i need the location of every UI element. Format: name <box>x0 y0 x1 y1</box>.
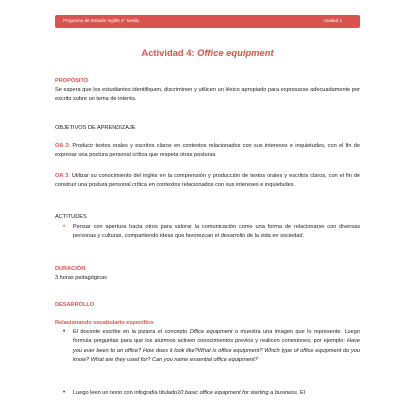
proposito-text: Se espera que los estudiantes identifiquen, discriminen y utilicen un léxico apropiado para expresarse adecuadamente por escrito sobre un tema de interés. <box>55 87 360 103</box>
bullet-icon: • <box>63 329 66 335</box>
activity-title <box>55 47 360 58</box>
actitudes-heading: ACTITUDES <box>55 214 87 220</box>
proposito-heading: PROPÓSITO <box>55 78 89 84</box>
activity-name: Office equipment <box>197 47 274 58</box>
duracion-text: 3 horas pedagógicas <box>55 275 107 281</box>
actitudes-text: Pensar con apertura hacia otros para valorar la comunicación como una forma de relacionarse con diversas personas y culturas, compartiendo ideas que favorezcan el desarrollo de la vida en sociedad. <box>73 224 360 240</box>
desarrollo-item-2-text: Luego leen un texto con infografía titulado10 basic office equipment for starting a business. El <box>73 390 305 396</box>
desarrollo-heading: DESARROLLO <box>55 302 95 308</box>
desarrollo-item-1-text: El docente escribe en la pizarra el concepto Office equipment o muestra una imagen que lo represente. Luego formula preguntas para que los alumnos activen conocimientos previos y realicen conexiones; por ejemplo: Have you ever been to an office? How does it look like?What is office equipment? Which type of office equipment do you know? What are they used for? Can you name essential office equipment? <box>73 329 361 363</box>
activity-prefix: Actividad 4: <box>141 47 195 58</box>
bullet-icon: • <box>63 224 66 230</box>
oa3-code: OA 3 <box>55 173 69 179</box>
oa3-text: : Utilizar su conocimiento del inglés en la comprensión y producción de textos orales y escritos claros, con el fin de construir una postura personal crítica en contextos relacionados con sus intereses e inquietudes. <box>55 173 360 189</box>
unit-label: Unidad 1 <box>323 18 342 23</box>
program-label: Programa de Estudio Inglés 4° Medio <box>63 18 140 23</box>
oa2-paragraph <box>55 142 360 161</box>
objetivos-heading: OBJETIVOS DE APRENDIZAJE <box>55 125 136 131</box>
desarrollo-subheading: Relacionando vocabulario específico <box>55 320 154 326</box>
oa2-text: : Producir textos orales y escritos claros en contextos relacionados con sus intereses e inquietudes, con el fin de expresar una postura personal crítica que respeta otras posturas <box>55 143 360 159</box>
header-bar <box>55 15 360 28</box>
bullet-icon: • <box>63 390 66 396</box>
oa2-code: OA 2 <box>55 143 69 149</box>
duracion-heading: DURACIÓN <box>55 266 86 272</box>
oa3-paragraph <box>55 172 360 191</box>
